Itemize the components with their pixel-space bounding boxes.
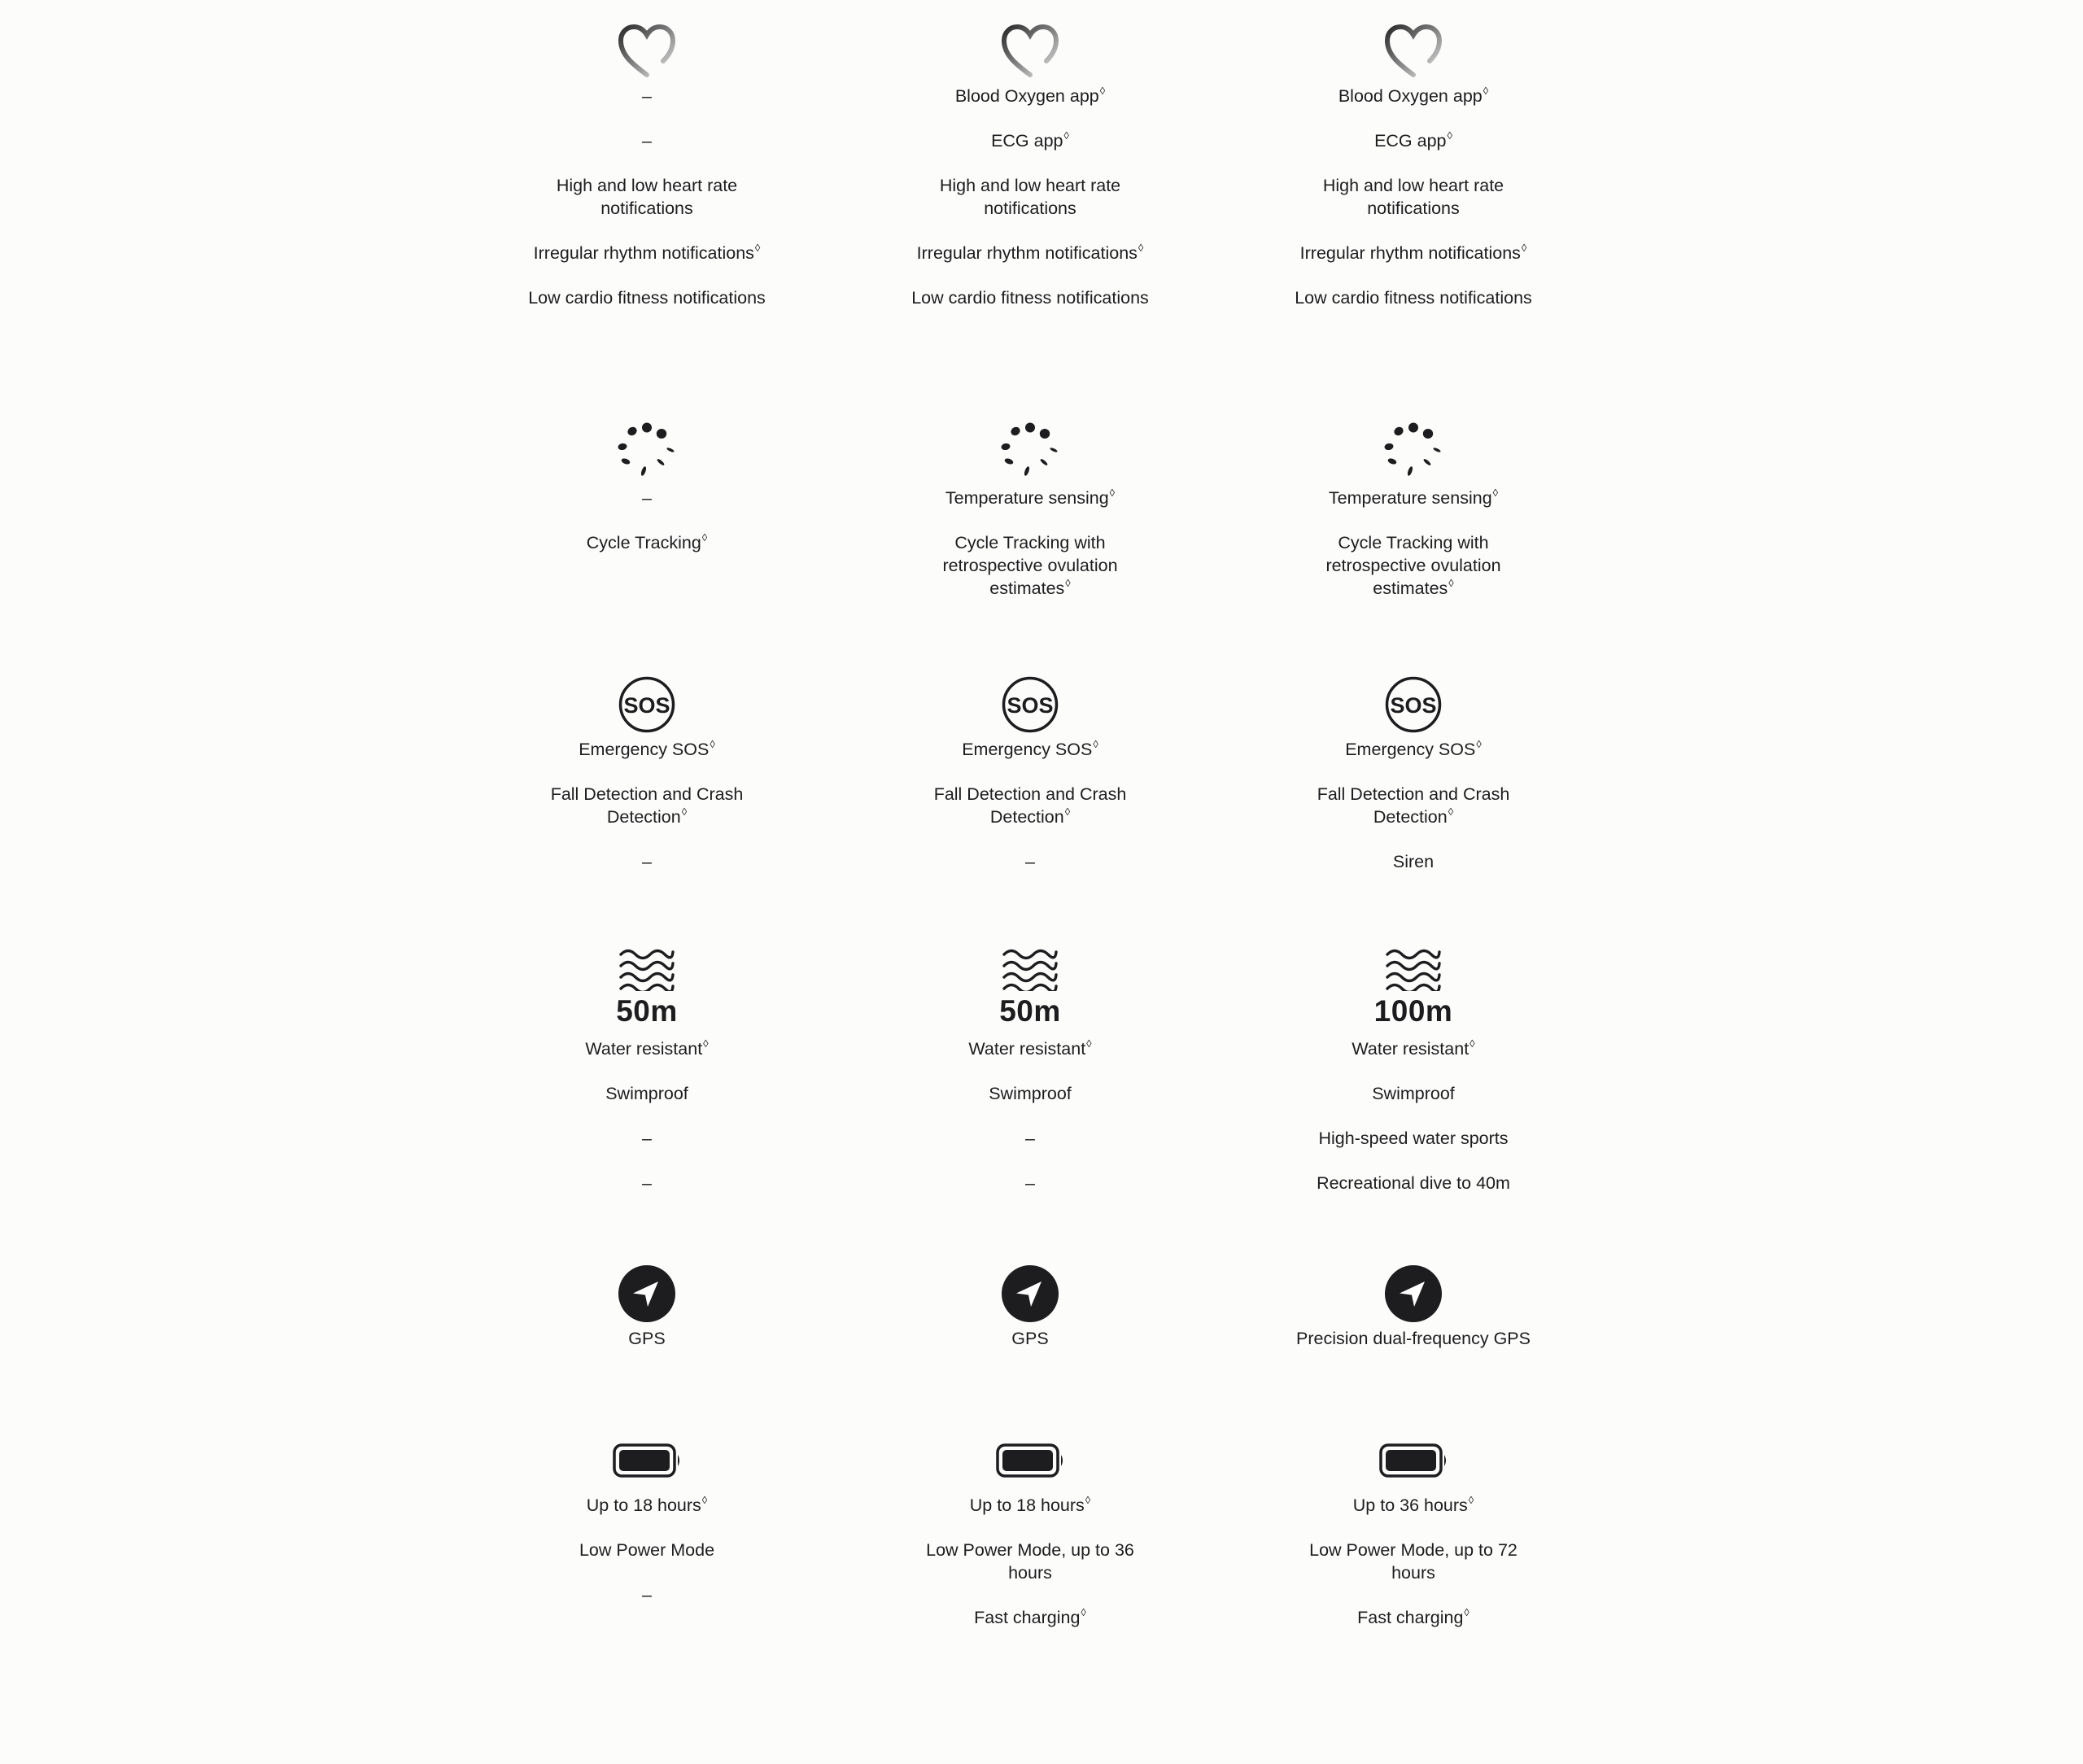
health-section (525, 23, 769, 309)
safety-feature-item: Emergency SOS◊ (1345, 738, 1482, 759)
cycle-feature-item: Cycle Tracking with retrospective ovulation estimates◊ (942, 533, 1118, 598)
sos-icon (908, 676, 1152, 733)
cycle-tracking-icon (1291, 425, 1535, 482)
water-feature-item: – (1025, 1129, 1035, 1148)
safety-feature-item: Fall Detection and Crash Detection◊ (1317, 784, 1510, 827)
battery-icon (908, 1432, 1152, 1489)
water-feature-item: High-speed water sports (1318, 1129, 1509, 1148)
heart-feature-item: Irregular rhythm notifications◊ (1299, 242, 1527, 263)
safety-feature-item: – (1025, 852, 1035, 871)
gps-feature-item: GPS (628, 1329, 666, 1348)
safety-section (525, 676, 769, 873)
water-waves-icon (1291, 940, 1535, 997)
water-depth: 100m (1373, 994, 1453, 1028)
cycle-feature-item: Temperature sensing◊ (945, 487, 1116, 508)
water-feature-item: Water resistant◊ (1352, 1037, 1475, 1059)
safety-feature-item: – (642, 852, 652, 871)
battery-feature-item: Up to 36 hours◊ (1352, 1494, 1474, 1515)
battery-feature-item: Up to 18 hours◊ (969, 1494, 1091, 1515)
gps-feature-item: GPS (1011, 1329, 1049, 1348)
sos-icon-label: SOS (1390, 693, 1437, 718)
battery-section (525, 1432, 769, 1606)
water-section (525, 940, 769, 1194)
water-feature-item: – (642, 1173, 652, 1193)
health-section (1291, 23, 1535, 309)
battery-feature-item: Up to 18 hours◊ (586, 1494, 708, 1515)
cycle-section (1291, 425, 1535, 600)
cycle-feature-item: – (642, 488, 652, 508)
water-feature-item: Recreational dive to 40m (1317, 1173, 1510, 1193)
water-feature-item: – (1025, 1173, 1035, 1193)
sos-icon-label: SOS (1007, 693, 1054, 718)
cycle-feature-item: Temperature sensing◊ (1328, 487, 1499, 508)
safety-section (908, 676, 1152, 873)
sos-icon-label: SOS (623, 693, 670, 718)
heart-feature-item: Low cardio fitness notifications (911, 288, 1149, 308)
gps-feature-item: Precision dual-frequency GPS (1295, 1329, 1531, 1348)
water-waves-icon (908, 940, 1152, 997)
water-depth: 50m (616, 994, 678, 1028)
heart-feature-item: High and low heart rate notifications (1322, 176, 1504, 218)
water-feature-item: Swimproof (605, 1084, 688, 1103)
heart-feature-item: Blood Oxygen app◊ (1338, 85, 1489, 106)
safety-feature-item: Fall Detection and Crash Detection◊ (933, 784, 1127, 827)
battery-feature-item: Fast charging◊ (1357, 1606, 1469, 1627)
heart-feature-item: – (642, 131, 652, 151)
safety-feature-item: Siren (1392, 852, 1435, 871)
heart-feature-item: Irregular rhythm notifications◊ (533, 242, 761, 263)
cycle-tracking-icon (525, 425, 769, 482)
location-arrow-icon (1291, 1265, 1535, 1322)
sos-icon (1291, 676, 1535, 733)
water-section (1291, 940, 1535, 1194)
gps-section (908, 1265, 1152, 1350)
battery-feature-item: Fast charging◊ (974, 1606, 1086, 1627)
water-feature-item: Swimproof (989, 1084, 1072, 1103)
heart-icon (908, 23, 1152, 80)
water-depth: 50m (999, 994, 1061, 1028)
battery-feature-item: – (642, 1585, 652, 1605)
gps-section (1291, 1265, 1535, 1350)
water-section (908, 940, 1152, 1194)
battery-feature-item: Low Power Mode, up to 36 hours (926, 1540, 1134, 1583)
sos-icon (525, 676, 769, 733)
battery-icon (525, 1432, 769, 1489)
heart-icon (1291, 23, 1535, 80)
heart-feature-item: Blood Oxygen app◊ (954, 85, 1106, 106)
heart-feature-item: ECG app◊ (1374, 129, 1452, 151)
safety-section (1291, 676, 1535, 873)
battery-section (908, 1432, 1152, 1629)
cycle-section (908, 425, 1152, 600)
location-arrow-icon (525, 1265, 769, 1322)
battery-icon (1291, 1432, 1535, 1489)
cycle-feature-item: Cycle Tracking◊ (586, 531, 708, 552)
cycle-feature-item: Cycle Tracking with retrospective ovulation estimates◊ (1325, 533, 1501, 598)
battery-feature-item: Low Power Mode, up to 72 hours (1309, 1540, 1517, 1583)
heart-feature-item: Low cardio fitness notifications (528, 288, 766, 308)
health-section (908, 23, 1152, 309)
safety-feature-item: Emergency SOS◊ (962, 738, 1098, 759)
battery-feature-item: Low Power Mode (579, 1540, 715, 1560)
water-feature-item: – (642, 1129, 652, 1148)
heart-feature-item: Irregular rhythm notifications◊ (916, 242, 1144, 263)
battery-section (1291, 1432, 1535, 1629)
heart-icon (525, 23, 769, 80)
cycle-section (525, 425, 769, 554)
water-feature-item: Water resistant◊ (968, 1037, 1092, 1059)
safety-feature-item: Emergency SOS◊ (579, 738, 715, 759)
heart-feature-item: High and low heart rate notifications (939, 176, 1121, 218)
gps-section (525, 1265, 769, 1350)
safety-feature-item: Fall Detection and Crash Detection◊ (550, 784, 744, 827)
location-arrow-icon (908, 1265, 1152, 1322)
water-feature-item: Water resistant◊ (585, 1037, 709, 1059)
heart-feature-item: ECG app◊ (991, 129, 1069, 151)
heart-feature-item: – (642, 86, 652, 106)
water-waves-icon (525, 940, 769, 997)
cycle-tracking-icon (908, 425, 1152, 482)
water-feature-item: Swimproof (1372, 1084, 1455, 1103)
heart-feature-item: High and low heart rate notifications (556, 176, 738, 218)
heart-feature-item: Low cardio fitness notifications (1295, 288, 1532, 308)
